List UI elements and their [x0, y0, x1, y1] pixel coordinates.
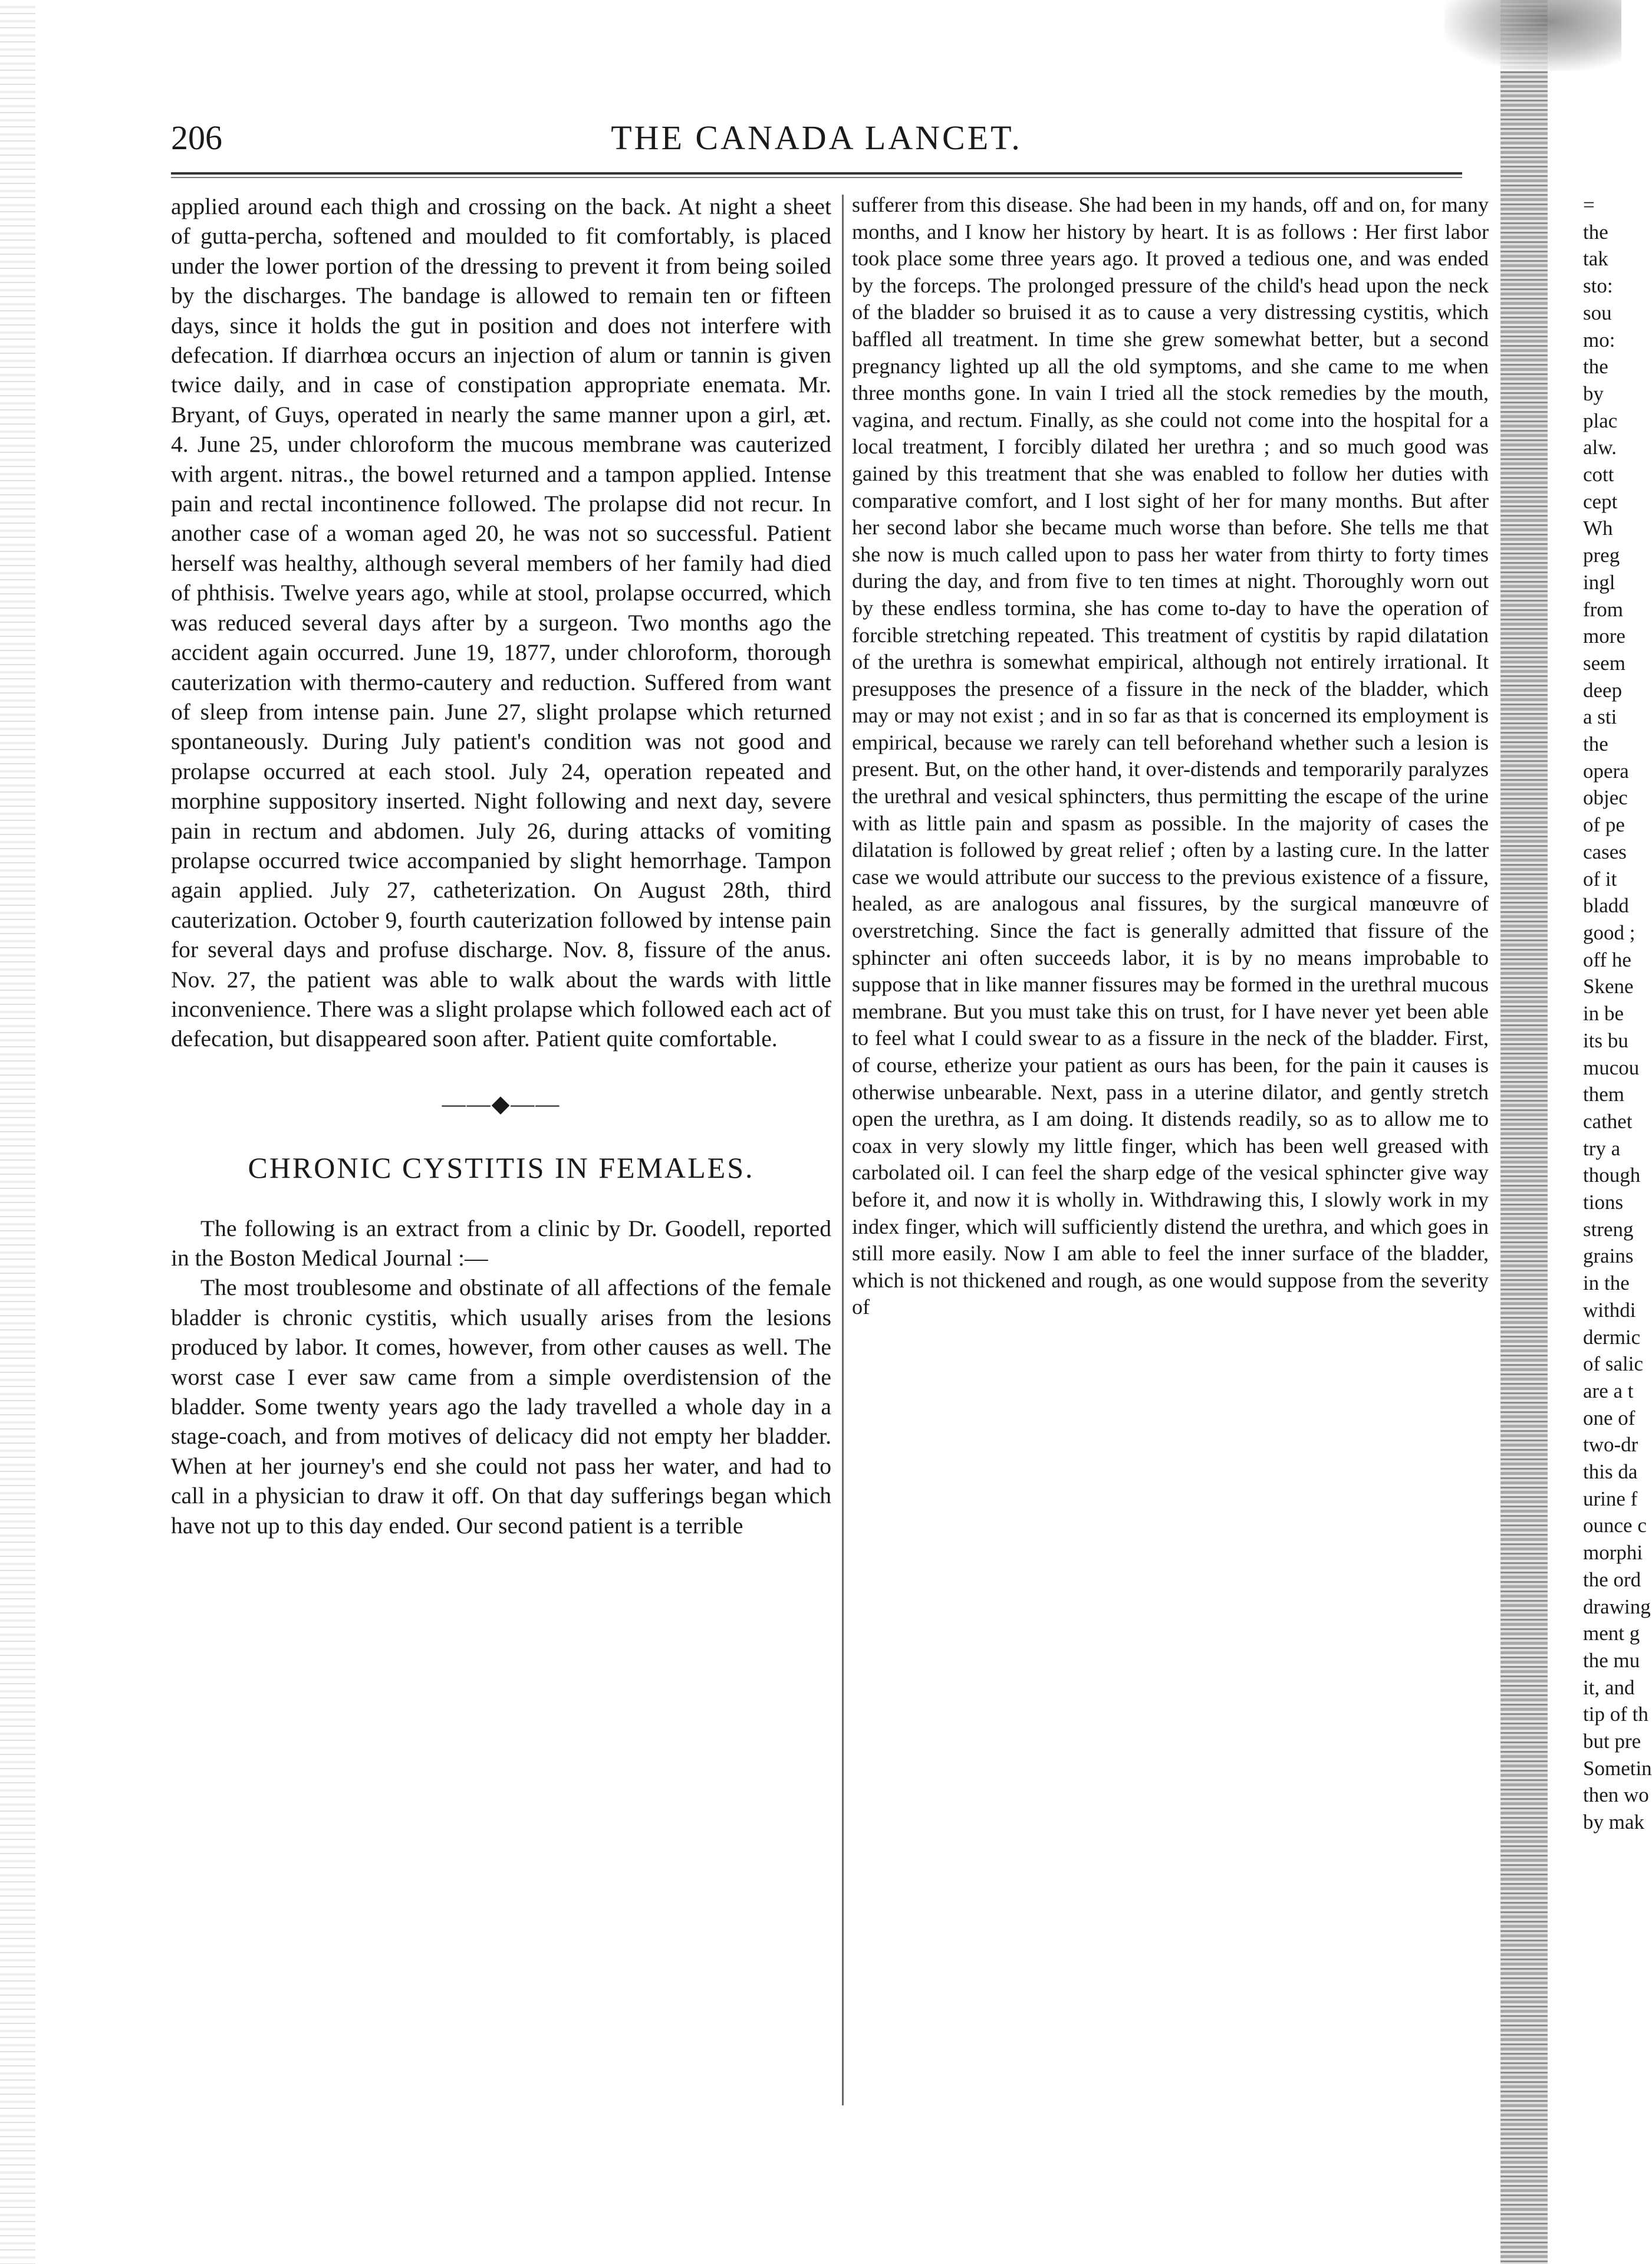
clinic-paragraph: The most troublesome and obstinate of all affections of the female bladder is chronic cystitis, which usually arises from the lesions produced by labor. It comes, however, from other causes as well. The worst case I ever saw came from a simple overdistension of the bladder. Some twenty years ago the lady travelled a whole day in a stage-coach, and from motives of delicacy did not empty her bladder. When at her journey's end she could not pass her water, and had to call in a physician to draw it off. On that day sufferings began which have not up to this day ended. Our second patient is a terrible [171, 1274, 831, 1539]
section-heading: CHRONIC CYSTITIS IN FEMALES. [248, 1151, 755, 1185]
page-header [171, 118, 1462, 159]
fragment-line: in be [1583, 1002, 1624, 1026]
fragment-line: them [1583, 1083, 1624, 1106]
fragment-line: alw. [1583, 436, 1617, 459]
continued-paragraph: applied around each thigh and crossing on the back. At night a sheet of gutta-percha, softened and moulded to fit comfortably, is placed under the lower portion of the dressing to prevent it from being soiled by the discharges. The bandage is allowed to remain ten or fifteen days, since it holds the gut in position and does not interfere with defecation. If diarrhœa occurs an injection of alum or tannin is given twice daily, and in case of constipation appropriate enemata. Mr. Bryant, of Guys, operated in nearly the same manner upon a girl, æt. 4. June 25, under chloroform the mucous membrane was cauterized with argent. nitras., the bowel returned and a tampon applied. Intense pain and rectal incontinence followed. The prolapse did not recur. In another case of a woman aged 20, he was not so successful. Patient herself was healthy, although several members of her family had died of phthisis. Twelve years ago, while at stool, prolapse occurred, which was reduced several days after by a surgeon. Two months ago the accident again occurred. June 19, 1877, under chloroform, thorough cauterization with thermo-cautery and reduction. Suffered from want of sleep from intense pain. June 27, slight prolapse which returned spontaneously. During July patient's condition was not good and prolapse occurred at each stool. July 24, operation repeated and morphine suppository inserted. Night following and next day, severe pain in rectum and abdomen. July 26, during attacks of vomiting prolapse occurred twice accompanied by slight hemorrhage. Tampon again applied. July 27, catheterization. On August 28th, third cauterization. October 9, fourth cauterization followed by intense pain for several days and profuse discharge. Nov. 8, fissure of the anus. Nov. 27, the patient was able to walk about the wards with little inconvenience. There was a slight prolapse which followed each act of defecation, but disappeared soon after. Patient quite comfortable. [171, 193, 831, 1052]
fragment-line: cept [1583, 489, 1618, 513]
fragment-line: it, and [1583, 1675, 1635, 1699]
scan-smudge-top [1444, 0, 1621, 71]
fragment-line: of pe [1583, 813, 1625, 837]
left-column [171, 192, 831, 1540]
fragment-line: cathet [1583, 1109, 1633, 1133]
column-divider [842, 195, 844, 2105]
fragment-line: the [1583, 220, 1608, 244]
fragment-line: urine f [1583, 1487, 1638, 1510]
header-rule-thin [171, 177, 1462, 178]
fragment-line: ment g [1583, 1622, 1640, 1645]
fragment-line: from [1583, 597, 1624, 621]
fragment-line: a sti [1583, 705, 1617, 729]
fragment-line: deep [1583, 678, 1623, 702]
fragment-line: tions [1583, 1191, 1624, 1214]
fragment-line: though [1583, 1164, 1641, 1187]
fragment-line: two-dr [1583, 1433, 1638, 1457]
fragment-line: one of [1583, 1406, 1635, 1430]
header-rule [171, 172, 1462, 175]
fragment-line: plac [1583, 409, 1618, 432]
page-number: 206 [171, 119, 222, 157]
fragment-line: = [1583, 193, 1595, 216]
section-ornament: ——◆—— [442, 1090, 561, 1117]
fragment-line: then wo [1583, 1783, 1649, 1807]
fragment-line: the [1583, 355, 1608, 379]
fragment-line: sto: [1583, 274, 1613, 298]
fragment-line: Wh [1583, 517, 1613, 540]
intro-paragraph: The following is an extract from a clinic by Dr. Goodell, reported in the Boston Medical Journal :— [171, 1215, 831, 1271]
fragment-line: drawing [1583, 1595, 1651, 1618]
fragment-line: cases [1583, 840, 1627, 863]
fragment-line: good ; [1583, 921, 1635, 944]
fragment-line: of it [1583, 867, 1617, 891]
fragment-line: preg [1583, 544, 1620, 567]
middle-column [852, 192, 1489, 1321]
scan-binding-right [1500, 0, 1548, 2264]
fragment-line: withdi [1583, 1298, 1636, 1322]
fragment-line: are a t [1583, 1379, 1634, 1402]
next-page-fragment [1583, 192, 1652, 1836]
fragment-line: Sometin [1583, 1756, 1652, 1780]
fragment-line: morphi [1583, 1541, 1643, 1565]
fragment-line: sou [1583, 301, 1612, 324]
fragment-line: try a [1583, 1136, 1621, 1160]
fragment-line: Skene [1583, 975, 1634, 998]
fragment-line: more [1583, 625, 1625, 648]
fragment-line: objec [1583, 786, 1628, 810]
fragment-line: mucou [1583, 1056, 1640, 1079]
fragment-line: off he [1583, 948, 1631, 971]
scan-binding-left [0, 0, 35, 2264]
fragment-line: opera [1583, 759, 1629, 783]
fragment-line: in the [1583, 1271, 1630, 1295]
fragment-line: ingl [1583, 570, 1615, 594]
fragment-line: tak [1583, 247, 1608, 271]
fragment-line: mo: [1583, 328, 1615, 351]
fragment-line: but pre [1583, 1730, 1641, 1753]
fragment-line: of salic [1583, 1352, 1644, 1376]
running-title: THE CANADA LANCET. [611, 119, 1022, 157]
fragment-line: by mak [1583, 1810, 1645, 1834]
fragment-line: grains [1583, 1244, 1634, 1268]
clinic-paragraph-continued: sufferer from this disease. She had been in my hands, off and on, for many months, and I know her history by heart. It is as follows : Her first labor took place some three years ago. It proved a tedious one, and was ended by the forceps. The prolonged pressure of the child's head upon the neck of the bladder so bruised it as to cause a very distressing cystitis, which baffled all treatment. In time she grew somewhat better, but a second pregnancy lighted up all the old symptoms, and she came to me when three months gone. In vain I tried all the stock remedies by the mouth, vagina, and rectum. Finally, as she could not come into the hospital for a local treatment, I forcibly dilated her urethra ; and so much good was gained by this treatment that she was enabled to follow her duties with comparative comfort, and I lost sight of her for many months. But after her second labor she became much worse than before. She tells me that she now is much called upon to pass her water from thirty to forty times during the day, and from five to ten times at night. Thoroughly worn out by these endless tormina, she has come to-day to have the operation of forcible stretching repeated. This treatment of cystitis by rapid dilatation of the urethra is somewhat empirical, although not entirely irrational. It presupposes the presence of a fissure in the neck of the bladder, which may or may not exist ; and in so far as that is concerned its employment is empirical, because we rarely can tell beforehand whether such a lesion is present. But, on the other hand, it over-distends and temporarily paralyzes the urethral and vesical sphincters, thus permitting the escape of the urine with as little pain and spasm as possible. In the majority of cases the dilatation is followed by great relief ; often by a lasting cure. In the latter case we would attribute our success to the previous existence of a fissure, healed, as are analogous anal fissures, by the surgical manœuvre of overstretching. Since the fact is generally admitted that fissure of the sphincter ani often succeeds labor, it is by no means improbable to suppose that in like manner fissures may be formed in the urethral mucous membrane. But you must take this on trust, for I have never yet been able to feel what I could swear to as a fissure in the neck of the bladder. First, of course, etherize your patient as ours has been, for the pain it causes is otherwise unbearable. Next, pass in a uterine dilator, and gently stretch open the urethra, as I am doing. It distends readily, so as to allow me to coax in very slowly my little finger, which has been well greased with carbolated oil. I can feel the sharp edge of the vesical sphincter give way before it, and now it is wholly in. Withdrawing this, I slowly work in my index finger, which will sufficiently distend the urethra, and which goes in still more easily. Now I am able to feel the inner surface of the bladder, which is not thickened and rough, as one would suppose from the severity of [852, 193, 1489, 1319]
fragment-line: bladd [1583, 894, 1629, 918]
fragment-line: its bu [1583, 1029, 1628, 1052]
fragment-line: cott [1583, 463, 1614, 487]
fragment-line: dermic [1583, 1325, 1641, 1349]
fragment-line: seem [1583, 651, 1625, 675]
fragment-line: the [1583, 732, 1608, 756]
fragment-line: ounce c [1583, 1514, 1647, 1537]
fragment-line: tip of th [1583, 1703, 1648, 1726]
fragment-line: the mu [1583, 1648, 1640, 1672]
fragment-line: streng [1583, 1217, 1634, 1241]
fragment-line: the ord [1583, 1568, 1641, 1591]
fragment-line: by [1583, 382, 1604, 405]
fragment-line: this da [1583, 1460, 1638, 1484]
